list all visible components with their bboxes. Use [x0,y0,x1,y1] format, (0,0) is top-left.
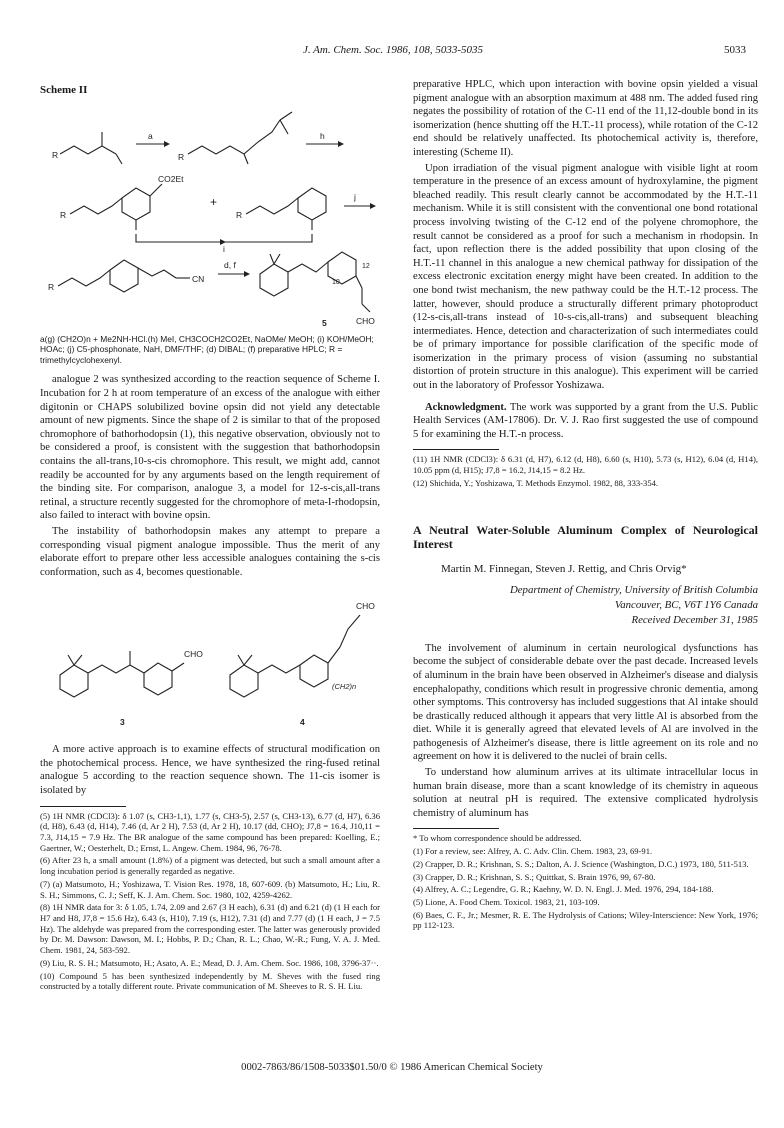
reaction-scheme-svg [40,102,380,330]
r-label-1: R [52,149,59,160]
footnote-10: (10) Compound 5 has been synthesized independently by M. Sheves with the fused ring constructed by a totally different route. Private communication of M. Sheeves to R. S. H. Liu. [40,970,380,992]
acknowledgment [413,401,758,442]
r-label-4: R [236,209,243,220]
reference-1: (1) For a review, see: Alfrey, A. C. Adv. Clin. Chem. 1983, 23, 69-91. [413,846,653,857]
ch2n-label: (CH2)n [332,682,357,692]
scheme-title: Scheme II [40,84,88,96]
affiliation-line-1: Department of Chemistry, University of British Columbia [509,584,758,597]
right-paragraph-2: Upon irradiation of the visual pigment analogue with visible light at room temperature in the presence of an excess amount of hydroxylamine, the pigment bleached readily. This result clearly cannot be accommodated by the H.T.-11 mechanism. While it is still consistent with the conventional one bond rotational process involving twisting of the C-12 end of the polyene chromophore, the result cannot be considered as a proof for such a mechanism in rhodopsin. In fact, upon reflection there is the added possibility that upon closing of the H.T.-11 channel in this analogue a new chemical pathway for dissipation of the excess electronic excitation energy might have been created. In addition to the one bond twist mechanism, the new pathway could be the H.T.-12 process. The latter, however, should produce a structurally different primary photoproduct (12-s-cis,all-trans instead of 10-s-cis,all-trans) and subsequent bleaching intermediates. Hence, detection and characterization of such intermediates could be of primary importance for possible clarification of the specific mode of isomerization in the primary process of vision (assuming no substantial distortion of protein structure in this analogue). This experiment will be carried out in the laboratory of Professor Yoshizawa. [413,162,758,392]
right-column [413,78,758,933]
footnote-divider-article [413,828,499,829]
left-column [40,78,380,994]
carbon-10-label: 10 [332,278,340,286]
footnote-9: (9) Liu, R. S. H.; Matsumoto, H.; Asato, A. E.; Mead, D. J. Am. Chem. Soc. 1986, 108, 3796-37··. [40,957,379,968]
structures-3-and-4 [40,585,380,737]
right-paragraph-1: preparative HPLC, which upon interaction with bovine opsin yielded a visual pigment analogue with an absorption maximum at 488 nm. The added fused ring negates the possibility of rotation of the C-11 end of the 11,12-double bond in its isomerization (hence shutting off the H.T.-11 process), while rotation of the C-12 end should be relatively unaffected. Its photochemical activity is, therefore, interesting (Scheme II). [413,79,758,158]
reference-3: (3) Crapper, D. R.; Krishnan, S. S.; Quittkat, S. Brain 1976, 99, 67-80. [413,871,656,882]
reagent-a: a [148,130,153,141]
cho-label-scheme: CHO [356,315,375,326]
co2et-label: CO2Et [158,173,184,184]
footnote-8: (8) 1H NMR data for 3: δ 1.05, 1.74, 2.09 and 2.67 (3 H each), 6.31 (d) and 6.21 (d) (1 H each for H7 and H8, J7,8 = 15.6 Hz), 6.43 (s, H10), 7.19 (s, H12), 7.31 (d) and 7.77 (d) (1 H each, J = 7.5 Hz). The aldehyde was prepared from the corresponding ester. The latter was generously provided by Dr. M. Dawson: Dawson, M. I.; Hobbs, P. D.; Chan, R. L.; Chao, W.-R.; Fung, V. A. J. Med. Chem. 1981, 24, 583-592. [40,902,380,956]
reagent-i: i [223,243,225,254]
cho-label-3: CHO [184,649,203,660]
acknowledgment-heading: Acknowledgment. [425,401,507,413]
scheme-legend: a(g) (CH2O)n + Me2NH-HCl.(h) MeI, CH3COCH2CO2Et, NaOMe/ MeOH; (i) KOH/MeOH; HOAc; (j) C5-phosphonate, NaH, DMF/THF; (d) DIBAL; (f) preparative HPLC; R = trimethylcyclohexenyl. [40,333,374,365]
reagent-df: d, f [224,259,236,270]
carbon-12-label: 12 [362,262,370,270]
footnote-divider-right [413,449,499,450]
plus-sign: + [210,194,218,209]
received-date: Received December 31, 1985 [631,614,758,627]
article-authors: Martin M. Finnegan, Steven J. Rettig, and Chris Orvig* [441,562,687,575]
r-label-2: R [178,151,185,162]
compound-5-label: 5 [322,317,327,328]
scheme-ii-diagram [40,102,380,330]
journal-citation: J. Am. Chem. Soc. 1986, 108, 5033-5035 [302,44,484,56]
affiliation-line-2: Vancouver, BC, V6T 1Y6 Canada [614,599,758,612]
reagent-j: j [354,191,356,202]
compound-4-label: 4 [300,717,305,728]
structures-svg [40,585,380,737]
right-paragraph-3: The involvement of aluminum in certain neurological dysfunctions has become the subject of considerable debate over the past decade. Increased levels of aluminum in the brain have been observed in Alzheimer's disease and dialysis encephalopathy, conditions which result in progressive chronic dementia, among other symptoms. This controversy has included suggestions that Al intake should be drastically reduced although it appears that very little Al is absorbed from the diet. While it is generally agreed that elevated levels of Al are involved in the pathogenesis of Alzheimer's disease, there is little agreement on its role and no agreement on how it is delivered to the nuclei of brain cells. [413,642,758,763]
footnote-divider [40,806,126,807]
reagent-h: h [320,130,325,141]
r-label-5: R [48,281,55,292]
acknowledgment-body: The work was supported by a grant from the U.S. Public Health Services (AM-17806). Dr. V. J. Rao first suggested the use of compound 5 for examining the H.T.-n process. [413,401,758,440]
correspondence-note: * To whom correspondence should be addressed. [413,833,582,844]
article-title: A Neutral Water-Soluble Aluminum Complex of Neurological Interest [413,522,758,551]
footnote-12: (12) Shichida, Y.; Yoshizawa, T. Methods Enzymol. 1982, 88, 333-354. [413,477,659,488]
cn-label: CN [192,273,205,284]
reference-6: (6) Baes, C. F., Jr.; Mesmer, R. E. The Hydrolysis of Cations; Wiley-Interscience: New York, 1976; pp 112-123. [413,909,758,931]
cho-label-4: CHO [356,601,375,612]
reference-4: (4) Alfrey, A. C.; Legendre, G. R.; Kaehny, W. D. N. Engl. J. Med. 1976, 294, 184-188. [413,884,714,895]
footnote-5: (5) 1H NMR (CDCl3): δ 1.07 (s, CH3-1,1), 1.77 (s, CH3-5), 2.57 (s, CH3-13), 6.77 (d, H7), 6.36 (d, H8), 6.43 (d, H14), 7.46 (d, Ar 2 H), 7.53 (d, Ar 2 H), 10.17 (dd, CHO); J7,8 = 16.4, J10,11 = 7.3, J14,15 = 7.9 Hz. The BR analogue of the same compound has been prepared: Koelling, E.; Gaertner, W.; Oesterhelt, D.; Ernst, L. Angew. Chem. 1984, 96, 76-78. [40,810,380,853]
right-paragraph-4: To understand how aluminum arrives at its ultimate intracellular locus in human brain disease, more than a scant knowledge of its chemistry in aqueous solution at neutral pH is required. The extensive complicated hydrolysis chemistry of aluminum has [413,767,758,819]
footnote-11: (11) 1H NMR (CDCl3): δ 6.31 (d, H7), 6.12 (d, H8), 6.60 (s, H10), 5.73 (s, H12), 6.04 (d, H14), 10.05 ppm (d, H15); J7,8 = 16.2, J14,15 = 8.2 Hz. [413,454,758,476]
compound-3-label: 3 [120,717,125,728]
page-header [40,44,746,64]
left-paragraph-1: analogue 2 was synthesized according to the reaction sequence of Scheme I. Incubation for 2 h at room temperature of an excess of the analogue with either digitonin or CHAPS solubilized bovine opsin did not yield any detectable amount of new pigments. Since the shape of 2 is similar to that of the proposed chromophore of bathorhodopsin (1), this negative observation, obviously not to be considered a proof, is consistent with the suggestion that bathorhodopsin contains the all-trans,10-s-cis chromophore. This result, we might add, cannot readily be accounted for by any arguments based on the length requirement of the binding site. For comparison, analogue 3, a model for 12-s-cis,all-trans retinal, a structure recently suggested for the chromophore of meta-I-rhodopsin, also failed to interact with bovine opsin. [40,374,380,522]
footnote-7: (7) (a) Matsumoto, H.; Yoshizawa, T. Vision Res. 1978, 18, 607-609. (b) Matsumoto, H.; Liu, R. S. H.; Simmons, C. J.; Seff, K. J. Am. Chem. Soc. 1980, 102, 4259-4262. [40,878,380,900]
left-paragraph-2: The instability of bathorhodopsin makes any attempt to prepare a corresponding visual pigment analogue impossible. Thus the merit of any elaborate effort to prepare other less accessible analogues containing the s-cis conformation, such as 4, becomes questionable. [40,525,380,578]
reference-2: (2) Crapper, D. R.; Krishnan, S. S.; Dalton, A. J. Science (Washington, D.C.) 1973, 180, 511-513. [413,858,749,869]
reference-5: (5) Lione, A. Food Chem. Toxicol. 1983, 21, 103-109. [413,896,600,907]
page-footer: 0002-7863/86/1508-5033$01.50/0 © 1986 American Chemical Society [241,1062,543,1073]
page-number: 5033 [724,44,746,56]
footnote-6: (6) After 23 h, a small amount (1.8%) of a pigment was detected, but such a small amount after a long incubation period is generally regarded as negative. [40,855,380,877]
left-paragraph-3: A more active approach is to examine effects of structural modification on the photochemical process. Hence, we have synthesized the ring-fused retinal analogue 5 according to the reaction sequence shown. The 11-cis isomer is isolated by [40,744,380,797]
r-label-3: R [60,209,67,220]
